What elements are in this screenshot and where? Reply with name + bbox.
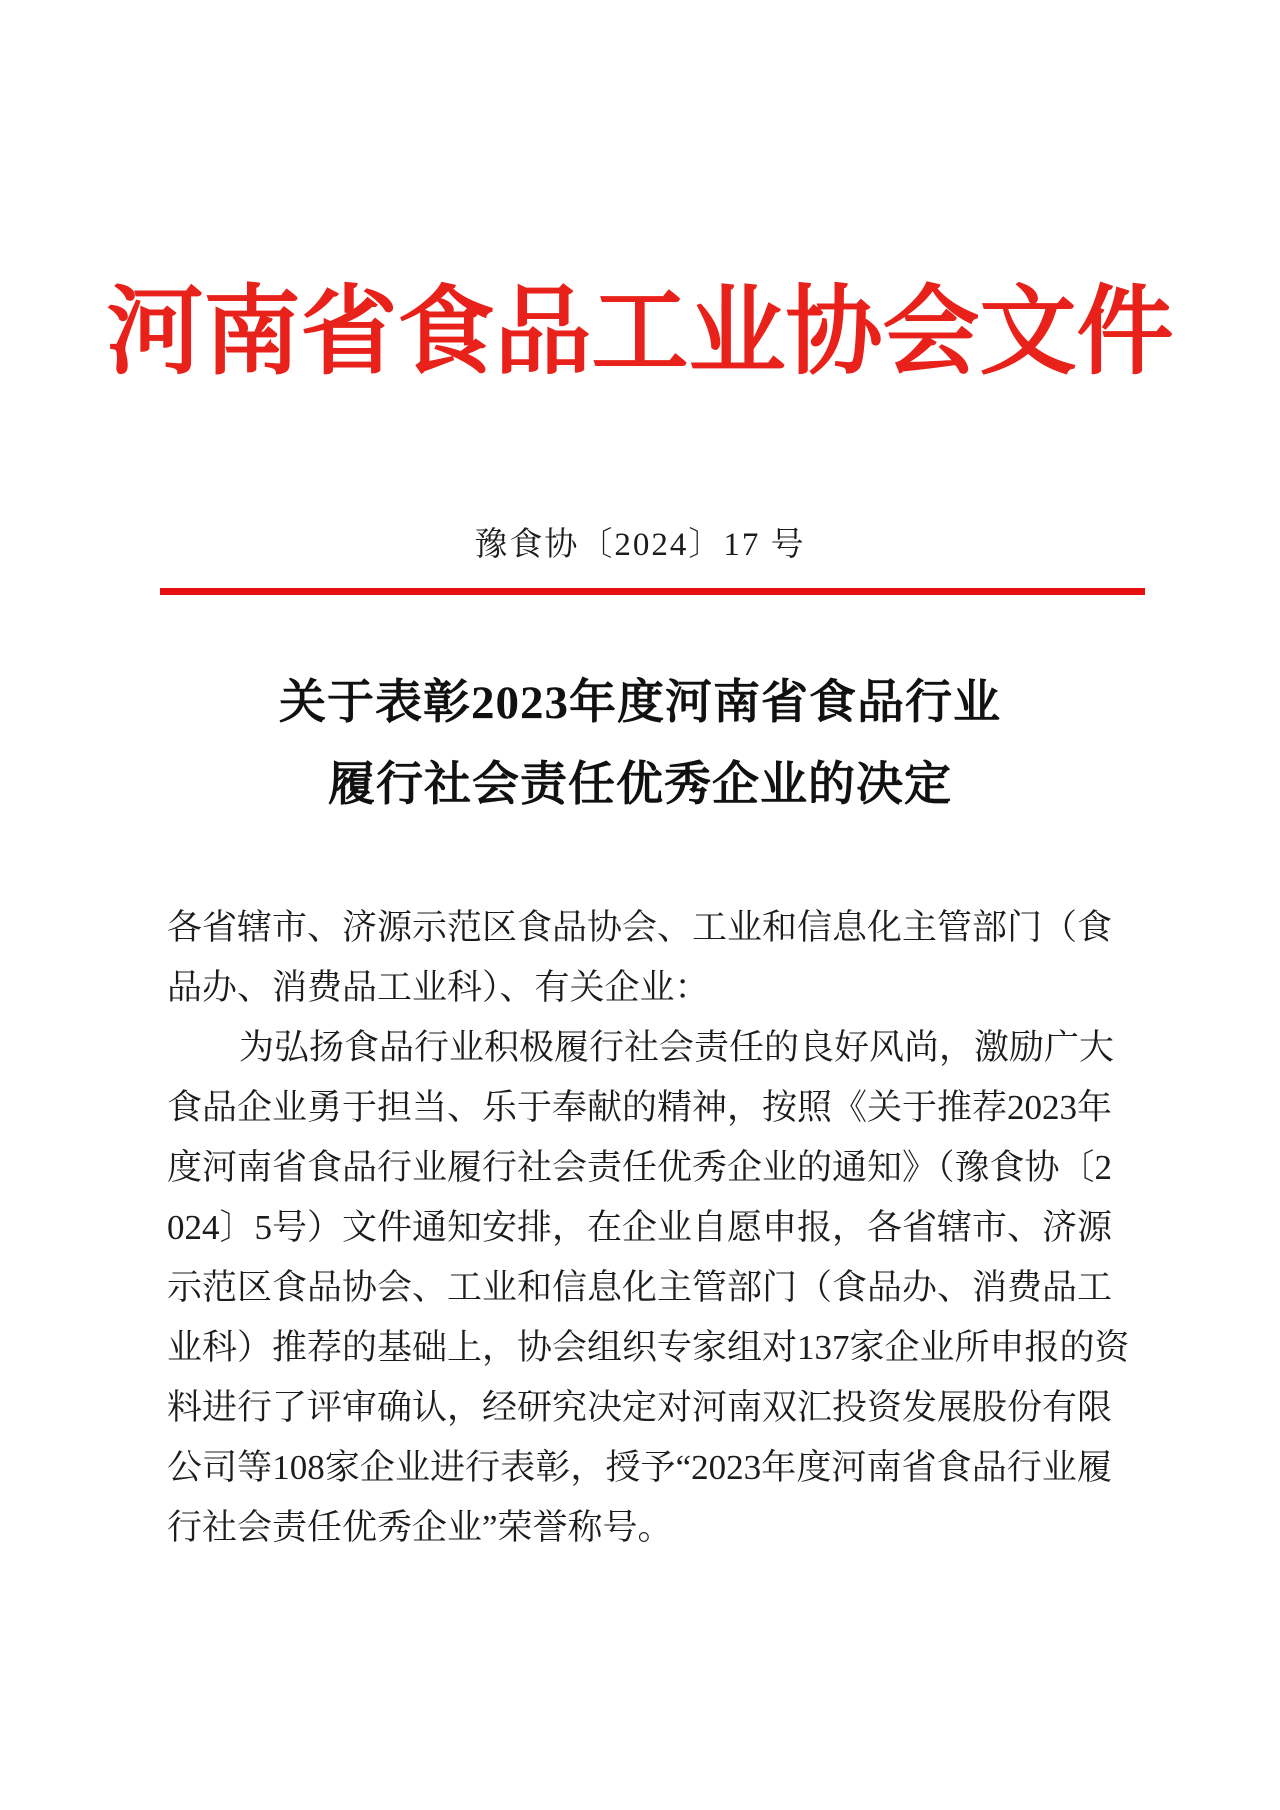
document-title-line2: 履行社会责任优秀企业的决定 <box>328 759 952 811</box>
body-line: 度河南省食品行业履行社会责任优秀企业的通知》（豫食协〔2 <box>167 1148 1113 1187</box>
body-line: 行社会责任优秀企业”荣誉称号。 <box>167 1508 673 1547</box>
body-line: 料进行了评审确认，经研究决定对河南双汇投资发展股份有限 <box>167 1388 1113 1427</box>
document-body <box>167 898 1130 1558</box>
body-line: 公司等108家企业进行表彰，授予“2023年度河南省食品行业履 <box>167 1448 1112 1487</box>
body-line: 业科）推荐的基础上，协会组织专家组对137家企业所申报的资 <box>167 1328 1130 1367</box>
body-line: 品办、消费品工业科）、有关企业： <box>167 968 710 1007</box>
body-line: 示范区食品协会、工业和信息化主管部门（食品办、消费品工 <box>167 1268 1113 1307</box>
document-title-line1: 关于表彰2023年度河南省食品行业 <box>279 677 1001 729</box>
document-title <box>0 662 1280 826</box>
red-header-title: 河南省食品工业协会文件 <box>106 279 1174 386</box>
document-number: 豫食协〔2024〕17 号 <box>474 527 806 563</box>
red-divider-line <box>160 588 1145 595</box>
body-line: 食品企业勇于担当、乐于奉献的精神，按照《关于推荐2023年 <box>167 1088 1113 1127</box>
body-line: 024〕5号）文件通知安排，在企业自愿申报，各省辖市、济源 <box>167 1208 1113 1247</box>
body-line: 为弘扬食品行业积极履行社会责任的良好风尚，激励广大 <box>239 1028 1115 1067</box>
body-line: 各省辖市、济源示范区食品协会、工业和信息化主管部门（食 <box>167 908 1113 947</box>
